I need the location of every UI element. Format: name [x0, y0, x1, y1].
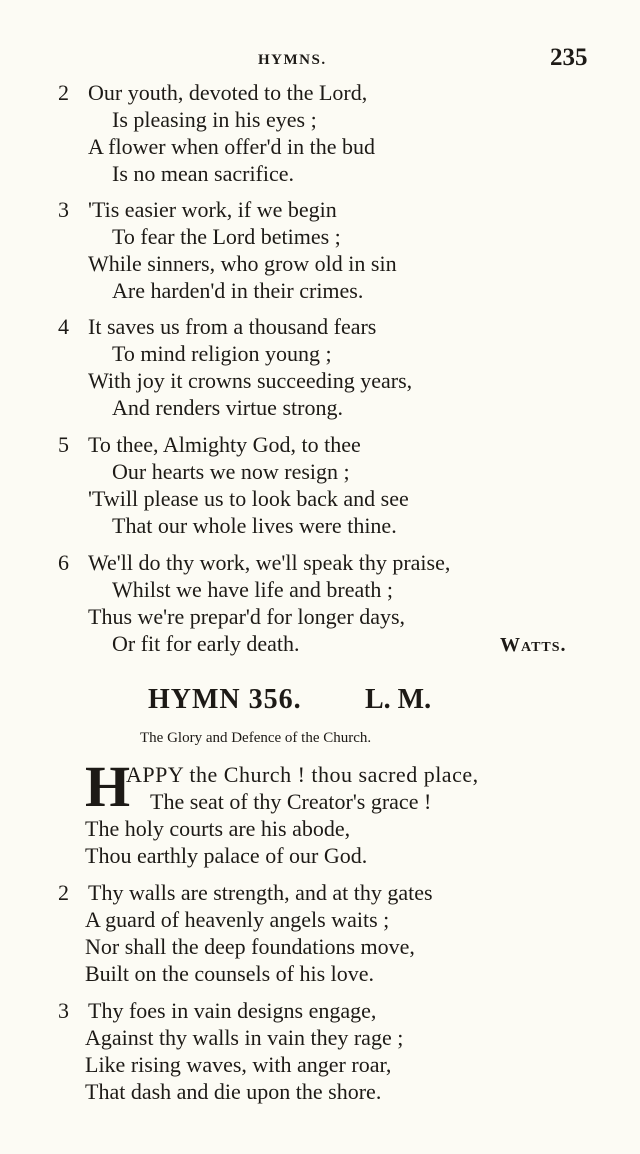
verse-line: Whilst we have life and breath ;: [112, 577, 394, 602]
verse-line: Built on the counsels of his love.: [85, 961, 375, 986]
verse-line: To mind religion young ;: [112, 341, 332, 366]
verse-line: Thy foes in vain designs engage,: [88, 998, 377, 1023]
verse-line: Thus we're prepar'd for longer days,: [88, 604, 406, 629]
verse-line: APPY the Church ! thou sacred place,: [126, 762, 479, 787]
hymn-metre: L. M.: [365, 684, 432, 715]
verse-line: Are harden'd in their crimes.: [112, 278, 364, 303]
verse-line: The holy courts are his abode,: [85, 816, 351, 841]
hymn-heading: [0, 684, 640, 720]
verse-line: Thy walls are strength, and at thy gates: [88, 880, 433, 905]
hymn-subtitle: The Glory and Defence of the Church.: [140, 730, 372, 746]
verse-line: Against thy walls in vain they rage ;: [85, 1025, 404, 1050]
hymn-number: HYMN 356.: [148, 684, 302, 715]
verse-line: The seat of thy Creator's grace !: [150, 789, 432, 814]
stanza-number: 2: [58, 80, 69, 105]
stanza-number: 2: [58, 880, 69, 905]
author-attribution: Watts.: [500, 634, 567, 656]
stanza-number: 3: [58, 197, 69, 222]
verse-line: To fear the Lord betimes ;: [112, 224, 341, 249]
verse-line: Our youth, devoted to the Lord,: [88, 80, 368, 105]
verse-line: Is no mean sacrifice.: [112, 161, 295, 186]
verse-line: Our hearts we now resign ;: [112, 459, 350, 484]
verse-line: We'll do thy work, we'll speak thy praise,: [88, 550, 451, 575]
page-number: 235: [550, 44, 588, 71]
running-head: [0, 44, 640, 80]
verse-line: Nor shall the deep foundations move,: [85, 934, 415, 959]
stanza-number: 3: [58, 998, 69, 1023]
stanza-number: 6: [58, 550, 69, 575]
drop-cap: H: [85, 754, 131, 819]
verse-line: That dash and die upon the shore.: [85, 1079, 382, 1104]
verse-line: With joy it crowns succeeding years,: [88, 368, 413, 393]
verse-line: A guard of heavenly angels waits ;: [85, 907, 390, 932]
verse-line: And renders virtue strong.: [112, 395, 343, 420]
verse-line: Or fit for early death.: [112, 631, 300, 656]
verse-line: Thou earthly palace of our God.: [85, 843, 368, 868]
stanza-number: 5: [58, 432, 69, 457]
verse-line: It saves us from a thousand fears: [88, 314, 377, 339]
verse-line: A flower when offer'd in the bud: [88, 134, 376, 159]
verse-line: Is pleasing in his eyes ;: [112, 107, 317, 132]
verse-line: That our whole lives were thine.: [112, 513, 397, 538]
stanza-number: 4: [58, 314, 69, 339]
verse-line: Like rising waves, with anger roar,: [85, 1052, 392, 1077]
verse-line: 'Twill please us to look back and see: [88, 486, 409, 511]
verse-line: To thee, Almighty God, to thee: [88, 432, 361, 457]
running-head-title: HYMNS.: [258, 52, 327, 68]
verse-line: 'Tis easier work, if we begin: [88, 197, 337, 222]
verse-line: While sinners, who grow old in sin: [88, 251, 397, 276]
